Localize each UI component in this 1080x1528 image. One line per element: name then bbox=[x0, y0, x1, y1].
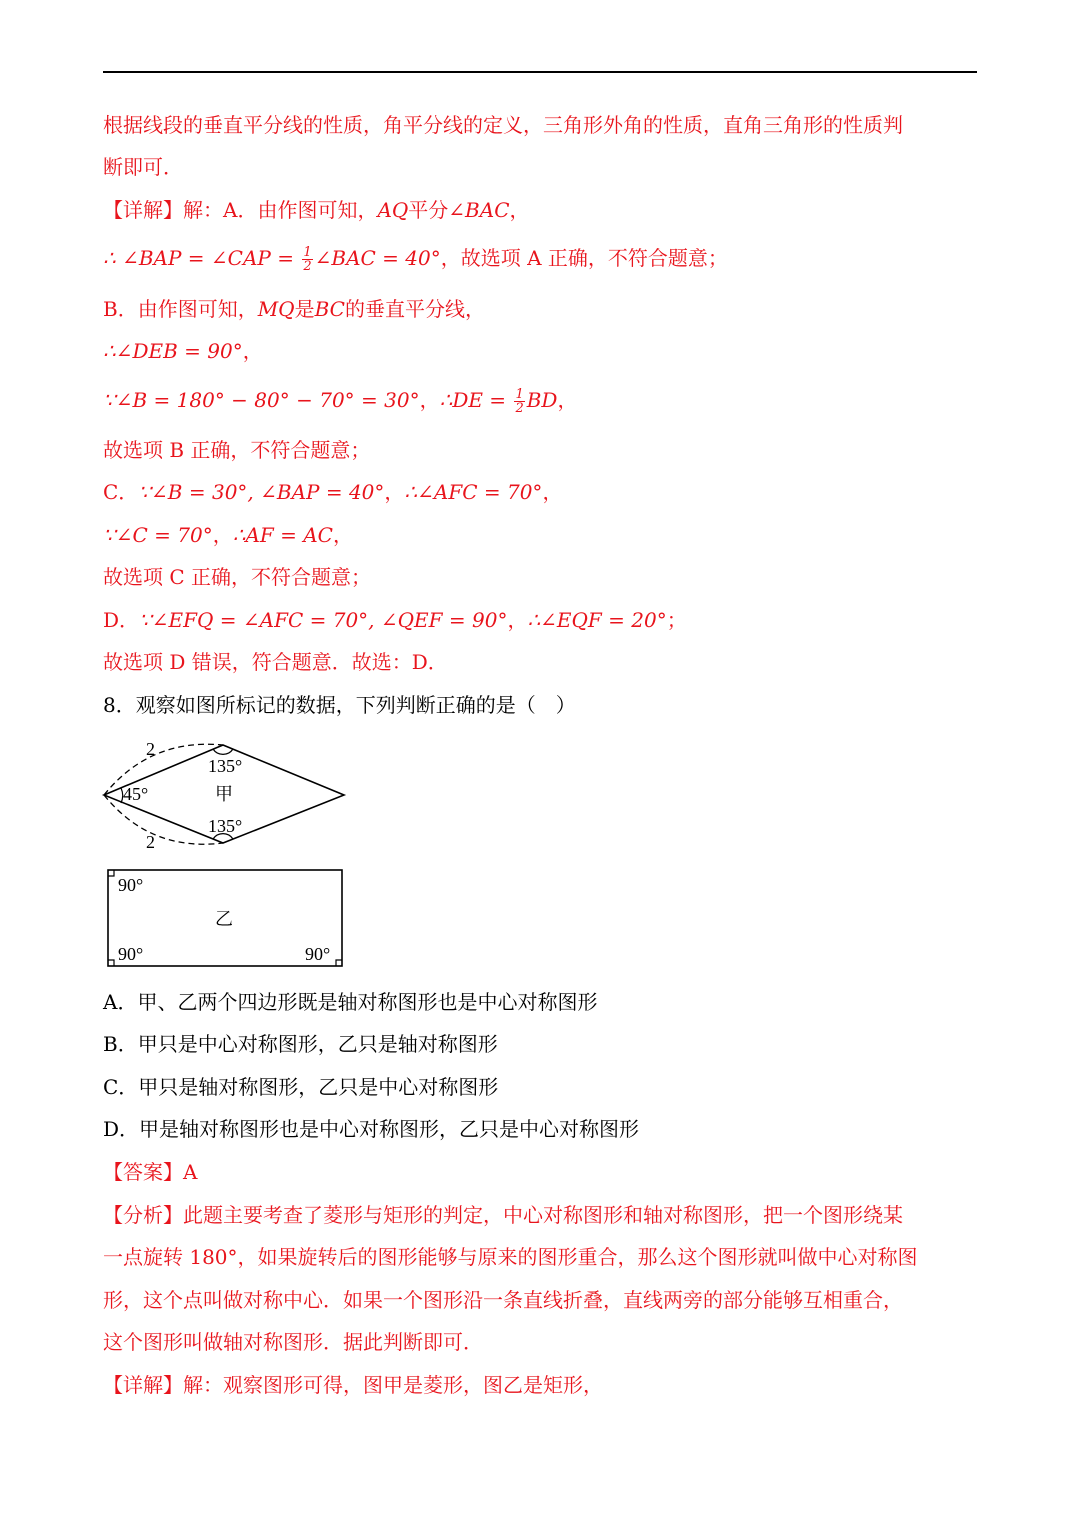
solution-line-10: ∵∠C = 70°，∴AF = AC， bbox=[103, 523, 353, 547]
solution-line-7: ∵∠B = 180° − 80° − 70° = 30°，∴DE = $\frac{1}{2}$ BD， bbox=[103, 387, 578, 416]
solution-line-4: ∴ ∠BAP = ∠CAP = $\frac{1}{2}$ ∠BAC = 40°，故选项 A 正确，不符合题意； bbox=[103, 245, 728, 274]
solution-line-5: B．由作图可知，MQ是BC的垂直平分线， bbox=[103, 297, 485, 321]
label-side-bottom: 2 bbox=[146, 832, 155, 852]
solution-line-9: C．∵∠B = 30°, ∠BAP = 40°，∴∠AFC = 70°， bbox=[103, 480, 563, 504]
analysis-line-4: 这个图形叫做轴对称图形．据此判断即可． bbox=[103, 1330, 483, 1354]
solution-line-3: 【详解】解：A．由作图可知，AQ平分∠BAC， bbox=[103, 198, 530, 222]
label-jia: 甲 bbox=[215, 784, 233, 805]
label-angle-br: 90° bbox=[305, 944, 331, 964]
label-angle-tl: 90° bbox=[118, 875, 144, 895]
detail-label-2: 【详解】 bbox=[103, 1373, 183, 1397]
right-angle-mark-tl bbox=[108, 870, 114, 876]
fraction-half: $\frac{1}{2}$ bbox=[303, 245, 312, 274]
analysis-line-2: 一点旋转 180°，如果旋转后的图形能够与原来的图形重合，那么这个图形就叫做中心对称图 bbox=[103, 1245, 918, 1269]
solution-line-12: D．∵∠EFQ = ∠AFC = 70°, ∠QEF = 90°，∴∠EQF = 20°； bbox=[103, 608, 687, 632]
detail-label: 【详解】 bbox=[103, 198, 183, 222]
solution-line-2: 断即可． bbox=[103, 155, 183, 179]
analysis-line-3: 形，这个点叫做对称中心．如果一个图形沿一条直线折叠，直线两旁的部分能够互相重合， bbox=[103, 1288, 903, 1312]
label-yi: 乙 bbox=[215, 909, 233, 930]
question-stem: 8．观察如图所标记的数据，下列判断正确的是（ ） bbox=[103, 693, 576, 717]
header-rule bbox=[103, 71, 977, 73]
answer-label: 【答案】 bbox=[103, 1160, 183, 1184]
label-angle-bl: 90° bbox=[118, 944, 144, 964]
rhombus-figure-jia bbox=[100, 735, 360, 855]
detail-line: 【详解】解：观察图形可得，图甲是菱形，图乙是矩形， bbox=[103, 1373, 603, 1397]
analysis-label: 【分析】 bbox=[103, 1203, 183, 1227]
label-side-top: 2 bbox=[146, 739, 155, 759]
solution-line-8: 故选项 B 正确，不符合题意； bbox=[103, 438, 371, 462]
label-angle-bottom: 135° bbox=[208, 816, 243, 836]
option-b: B．甲只是中心对称图形，乙只是轴对称图形 bbox=[103, 1032, 498, 1056]
analysis-line-1: 【分析】此题主要考查了菱形与矩形的判定，中心对称图形和轴对称图形，把一个图形绕某 bbox=[103, 1203, 903, 1227]
solution-line-1: 根据线段的垂直平分线的性质，角平分线的定义，三角形外角的性质，直角三角形的性质判 bbox=[103, 113, 903, 137]
solution-line-6: ∴∠DEB = 90°， bbox=[103, 339, 263, 363]
label-angle-top: 135° bbox=[208, 756, 243, 776]
solution-line-11: 故选项 C 正确，不符合题意； bbox=[103, 565, 372, 589]
rectangle-figure-yi bbox=[100, 865, 350, 970]
top-angle-arc bbox=[213, 749, 233, 754]
right-angle-mark-br bbox=[336, 960, 342, 966]
answer-line bbox=[103, 1157, 197, 1187]
answer-value: A bbox=[183, 1160, 198, 1184]
label-angle-left: 45° bbox=[123, 784, 149, 804]
fraction-half: $\frac{1}{2}$ bbox=[515, 387, 524, 416]
option-d: D．甲是轴对称图形也是中心对称图形，乙只是中心对称图形 bbox=[103, 1117, 640, 1141]
option-a: A．甲、乙两个四边形既是轴对称图形也是中心对称图形 bbox=[103, 990, 598, 1014]
solution-line-13: 故选项 D 错误，符合题意．故选：D． bbox=[103, 650, 448, 674]
right-angle-mark-bl bbox=[108, 960, 114, 966]
option-c: C．甲只是轴对称图形，乙只是中心对称图形 bbox=[103, 1075, 499, 1099]
